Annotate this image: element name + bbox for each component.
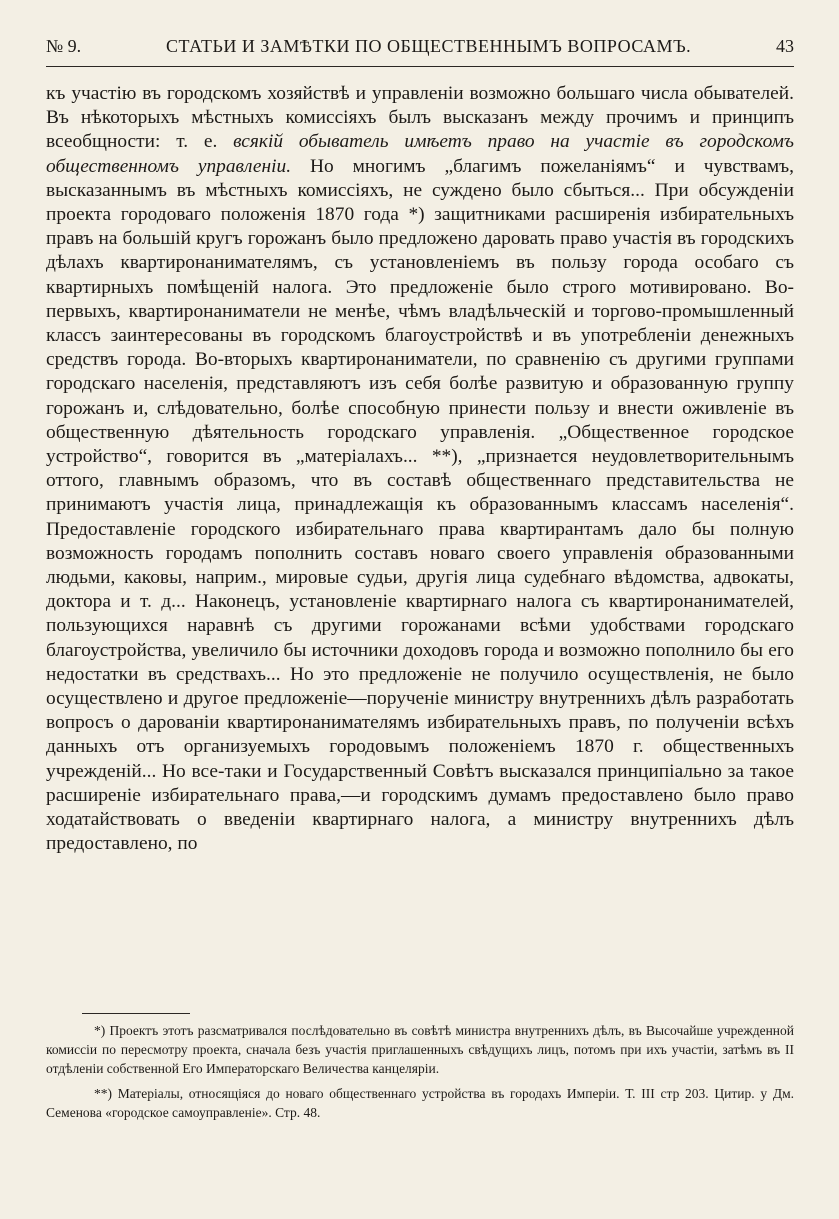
italic-phrase: всякій обыватель имѣетъ право на участіе въ городскомъ общественномъ управленіи.: [46, 131, 794, 177]
main-text: [46, 82, 794, 857]
text-run: Но многимъ „благимъ пожеланіямъ“ и чувствамъ, высказаннымъ въ мѣстныхъ комиссіяхъ, не суждено было сбыться... При обсужденіи проекта городоваго положенія 1870 года *) защитниками расширенія избирательныхъ правъ на большій кругъ горожанъ было предложено даровать право участія въ городскихъ дѣлахъ квартиронанимателямъ, съ установленіемъ въ пользу города особаго съ квартирныхъ помѣщеній налога. Это предложеніе было строго мотивировано. Во-первыхъ, квартиронаниматели не менѣе, чѣмъ владѣльческій и торгово-промышленный классъ заинтересованы въ городскомъ благоустройствѣ и въ употребленіи денежныхъ средствъ города. Во-вторыхъ квартиронаниматели, по сравненію съ другими группами городскаго населенія, представляютъ изъ себя болѣе развитую и образованную группу горожанъ и, слѣдовательно, болѣе способную принести пользу и внести оживленіе въ общественную дѣятельность городскаго управленія. „Общественное городское устройство“, говорится въ „матеріалахъ... **), „признается неудовлетворительнымъ оттого, главнымъ образомъ, что въ составѣ общественнаго представительства не принимаютъ участія лица, принадлежащія къ образованнымъ классамъ населенія“. Предоставленіе городского избирательнаго права квартирантамъ дало бы полную возможность городамъ пополнить составъ новаго своего управленія образованными людьми, каковы, наприм., мировые судьи, другія лица судебнаго вѣдомства, адвокаты, доктора и т. д... Наконецъ, установленіе квартирнаго налога съ квартиронанимателей, пользующихся наравнѣ съ другими горожанами всѣми удобствами городскаго благоустройства, увеличило бы источники доходовъ города и возможно пополнило бы его недостатки въ средствахъ... Но это предложеніе не получило осуществленія, не было осуществлено и другое предложеніе—порученіе министру внутреннихъ дѣлъ разработать вопросъ о дарованіи квартиронанимателямъ избирательныхъ правъ, по полученіи всѣхъ данныхъ отъ организуемыхъ городовымъ положеніемъ 1870 г. общественныхъ учрежденій... Но все-таки и Государственный Совѣтъ высказался принципіально за такое расширеніе избирательнаго права,—и городскимъ думамъ предоставлено было право ходатайствовать о введеніи квартирнаго налога, а министру внутреннихъ дѣлъ предоставлено, по: [46, 155, 794, 855]
paragraph: [46, 82, 794, 857]
footnote-divider: [82, 1013, 190, 1014]
text-run: къ участію въ городскомъ хозяйствѣ и управленіи возможно большаго числа обывателей. Въ нѣкоторыхъ мѣстныхъ комиссіяхъ былъ высказанъ между прочимъ и принципъ всеобщности: т. е.: [46, 83, 794, 153]
footnote-1: *) Проектъ этотъ разсматривался послѣдовательно въ совѣтѣ министра внутреннихъ дѣлъ, въ Высочайше учрежденной комиссіи по пересмотру проекта, сначала безъ участія приглашенныхъ свѣдущихъ лицъ, потомъ при ихъ участіи, затѣмъ въ II отдѣленіи собственной Его Императорскаго Величества канцеляріи.: [46, 1023, 794, 1076]
running-header: [46, 26, 794, 67]
issue-number: № 9.: [46, 35, 82, 56]
page-number: 43: [776, 35, 794, 56]
footnote-2: **) Матеріалы, относящіяся до новаго общественнаго устройства въ городахъ Имперіи. Т. III стр 203. Цитир. у Дм. Семенова «городское самоуправленіе». Стр. 48.: [46, 1086, 794, 1121]
footnotes: [46, 1022, 794, 1123]
section-title: СТАТЬИ И ЗАМѢТКИ ПО ОБЩЕСТВЕННЫМЪ ВОПРОСАМЪ.: [166, 35, 692, 56]
